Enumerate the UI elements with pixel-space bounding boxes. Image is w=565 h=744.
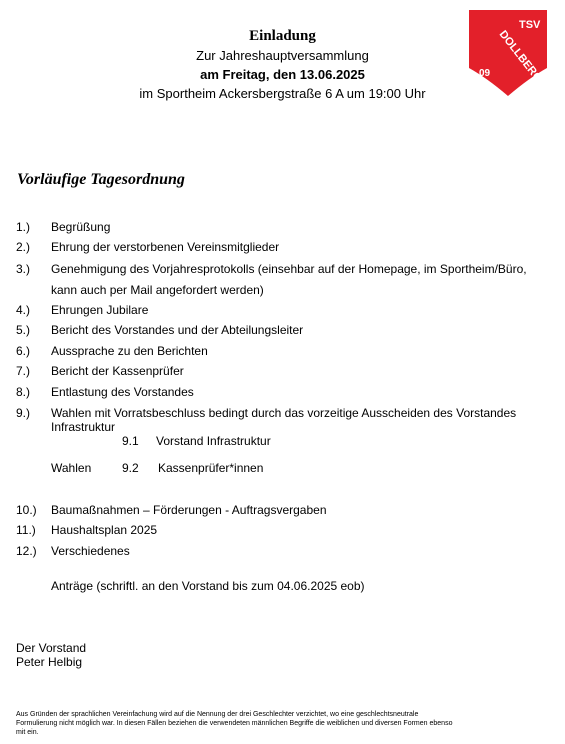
meeting-location: im Sportheim Ackersbergstraße 6 A um 19:00 Uhr xyxy=(139,86,426,101)
agenda-item-text: Entlastung des Vorstandes xyxy=(51,385,194,399)
agenda-item-number: 5.) xyxy=(16,323,31,337)
motions-deadline-note: Anträge (schriftl. an den Vorstand bis zum 04.06.2025 eob) xyxy=(51,579,365,593)
page-title: Einladung xyxy=(249,28,316,44)
agenda-item-number: 10.) xyxy=(16,503,37,517)
agenda-item-number: 11.) xyxy=(16,523,36,537)
footer-note-line: Formulierung nicht möglich war. In diesen Fällen beziehen die verwendeten männlichen Begriffe die weiblichen und diversen Formen ebenso xyxy=(16,720,453,727)
agenda-item-number: 9.) xyxy=(16,406,31,420)
footer-note-line: Aus Gründen der sprachlichen Vereinfachung wird auf die Nennung der drei Geschlechter verzichtet, wo eine geschlechtsneutrale xyxy=(16,711,419,718)
agenda-item-number: 4.) xyxy=(16,303,31,317)
agenda-item-text: Bericht der Kassenprüfer xyxy=(51,364,184,378)
agenda-item-text: Bericht des Vorstandes und der Abteilungsleiter xyxy=(51,323,304,337)
agenda-item-text: Haushaltsplan 2025 xyxy=(51,523,158,537)
logo-main-text: DOLLBERGEN xyxy=(496,28,549,97)
signature-board: Der Vorstand xyxy=(16,641,87,655)
sub-item-text: Kassenprüfer*innen xyxy=(158,461,264,475)
agenda-item-number: 6.) xyxy=(16,344,31,358)
agenda-item-number: 12.) xyxy=(16,544,37,558)
agenda-item-text-continued: kann auch per Mail angefordert werden) xyxy=(51,283,264,297)
sub-item-number: 9.2 xyxy=(122,461,139,475)
sub-item-text: Vorstand Infrastruktur xyxy=(156,434,271,448)
agenda-item-number: 8.) xyxy=(16,385,31,399)
tsv-dollbergen-logo xyxy=(467,8,549,98)
subtitle-meeting: Zur Jahreshauptversammlung xyxy=(196,48,369,63)
agenda-item-number: 3.) xyxy=(16,262,31,276)
agenda-item-text: Ehrung der verstorbenen Vereinsmitglieder xyxy=(51,240,280,254)
agenda-item-text: Begrüßung xyxy=(51,220,111,234)
agenda-item-text: Aussprache zu den Berichten xyxy=(51,344,208,358)
agenda-item-text: Ehrungen Jubilare xyxy=(51,303,149,317)
logo-bottom-text: 09 xyxy=(479,68,491,79)
footer-note-line: mit ein. xyxy=(16,729,39,736)
logo-top-text: TSV xyxy=(519,19,541,31)
agenda-item-text: Genehmigung des Vorjahresprotokolls (einsehbar auf der Homepage, im Sportheim/Büro, xyxy=(51,262,527,276)
sub-item-label: Wahlen xyxy=(51,461,92,475)
agenda-item-number: 7.) xyxy=(16,364,31,378)
agenda-item-number: 2.) xyxy=(16,240,31,254)
agenda-item-text: Baumaßnahmen – Förderungen - Auftragsvergaben xyxy=(51,503,327,517)
agenda-item-number: 1.) xyxy=(16,220,31,234)
meeting-date: am Freitag, den 13.06.2025 xyxy=(200,67,365,82)
agenda-item-text-continued: Infrastruktur xyxy=(51,420,116,434)
agenda-item-text: Wahlen mit Vorratsbeschluss bedingt durch das vorzeitige Ausscheiden des Vorstandes xyxy=(51,406,517,420)
signature-name: Peter Helbig xyxy=(16,655,83,669)
agenda-heading: Vorläufige Tagesordnung xyxy=(17,171,185,188)
sub-item-number: 9.1 xyxy=(122,434,139,448)
agenda-item-text: Verschiedenes xyxy=(51,544,130,558)
